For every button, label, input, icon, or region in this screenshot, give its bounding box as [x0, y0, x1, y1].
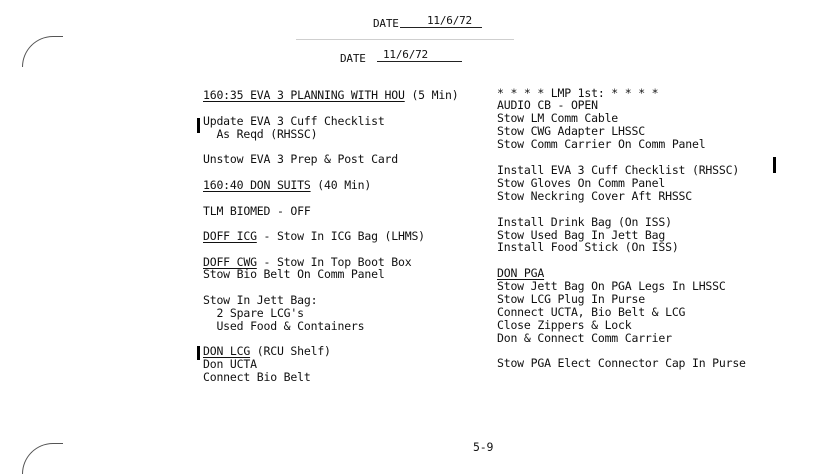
time-entry: 160:35 EVA 3 PLANNING WITH HOU: [203, 88, 405, 102]
checklist-line: Used Food & Containers: [203, 319, 365, 333]
date-label: DATE: [340, 52, 366, 65]
faint-rule: [296, 39, 514, 40]
checklist-line: Stow CWG Adapter LHSSC: [497, 124, 645, 138]
step-heading: DON PGA: [497, 266, 545, 280]
checklist-line: Close Zippers & Lock: [497, 318, 632, 332]
page-curl-bottom: [22, 443, 63, 474]
checklist-line: Don UCTA: [203, 357, 257, 371]
checklist-line: Stow LCG Plug In Purse: [497, 292, 645, 306]
change-bar: [197, 118, 200, 133]
step-heading: DOFF CWG: [203, 255, 257, 269]
date-label-top: DATE: [373, 17, 399, 30]
checklist-line: DOFF CWG - Stow In Top Boot Box: [203, 255, 412, 269]
checklist-line: 160:35 EVA 3 PLANNING WITH HOU (5 Min): [203, 88, 459, 102]
date-line-top: [400, 27, 482, 28]
checklist-line: Install EVA 3 Cuff Checklist (RHSSC): [497, 163, 740, 177]
checklist-line: Stow Bio Belt On Comm Panel: [203, 267, 385, 281]
checklist-line: DON LCG (RCU Shelf): [203, 344, 331, 358]
date-line: [377, 61, 462, 62]
checklist-line: Stow Jett Bag On PGA Legs In LHSSC: [497, 279, 726, 293]
page-curl-top: [22, 36, 63, 67]
checklist-line: Stow PGA Elect Connector Cap In Purse: [497, 356, 746, 370]
checklist-line: Stow In Jett Bag:: [203, 293, 318, 307]
checklist-line: Connect Bio Belt: [203, 370, 311, 384]
checklist-line: Stow Gloves On Comm Panel: [497, 176, 666, 190]
checklist-line: 2 Spare LCG's: [203, 306, 304, 320]
checklist-line: Connect UCTA, Bio Belt & LCG: [497, 305, 686, 319]
checklist-line: TLM BIOMED - OFF: [203, 204, 311, 218]
checklist-line: Unstow EVA 3 Prep & Post Card: [203, 152, 398, 166]
checklist-line: 160:40 DON SUITS (40 Min): [203, 178, 372, 192]
checklist-line: Stow LM Comm Cable: [497, 111, 619, 125]
checklist-line: Install Food Stick (On ISS): [497, 240, 679, 254]
checklist-line: Don & Connect Comm Carrier: [497, 331, 672, 345]
checklist-line: Stow Used Bag In Jett Bag: [497, 228, 666, 242]
checklist-line: As Reqd (RHSSC): [203, 127, 318, 141]
step-heading: DOFF ICG: [203, 229, 257, 243]
date-value: 11/6/72: [383, 48, 428, 61]
checklist-line: DOFF ICG - Stow In ICG Bag (LHMS): [203, 229, 425, 243]
checklist-line: * * * * LMP 1st: * * * *: [497, 86, 659, 100]
checklist-line: Stow Comm Carrier On Comm Panel: [497, 137, 706, 151]
checklist-line: Update EVA 3 Cuff Checklist: [203, 114, 385, 128]
checklist-line: Install Drink Bag (On ISS): [497, 215, 672, 229]
change-bar: [773, 157, 776, 173]
page-number: 5-9: [473, 440, 494, 454]
date-value-top: 11/6/72: [427, 14, 472, 27]
change-bar: [197, 346, 200, 360]
checklist-line: AUDIO CB - OPEN: [497, 98, 598, 112]
checklist-line: Stow Neckring Cover Aft RHSSC: [497, 189, 692, 203]
step-heading: DON LCG: [203, 344, 251, 358]
time-entry: 160:40 DON SUITS: [203, 178, 311, 192]
